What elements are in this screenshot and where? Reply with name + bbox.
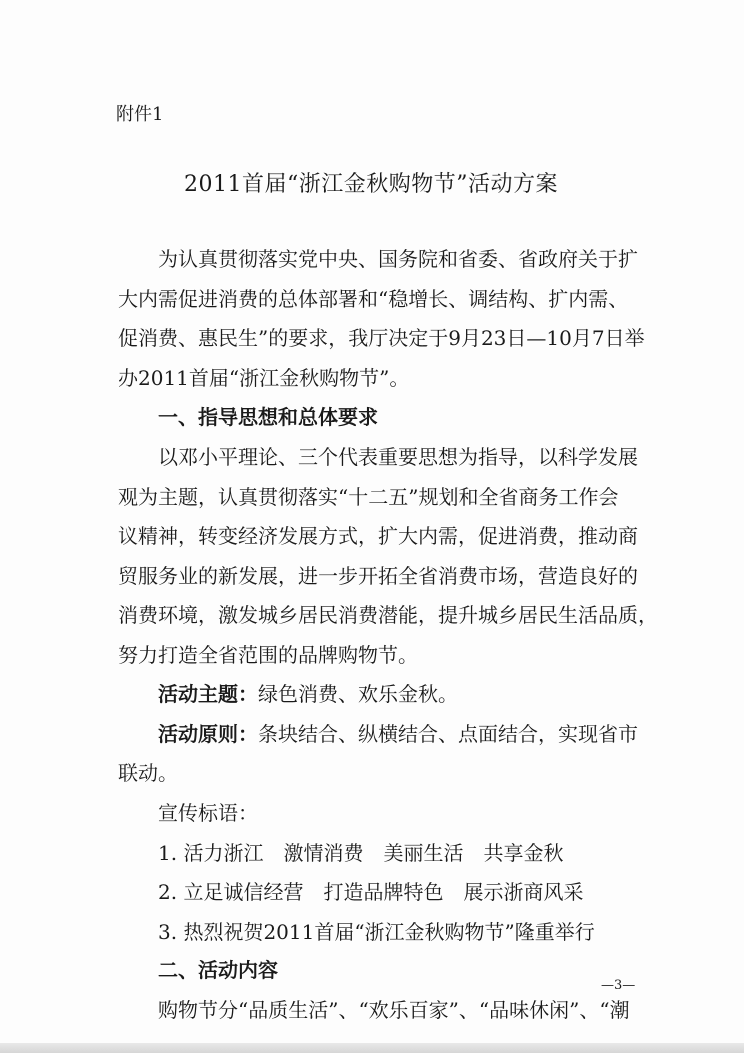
intro-line: 办2011首届“浙江金秋购物节”。 — [118, 366, 410, 390]
intro-line: 促消费、惠民生”的要求，我厅决定于9月23日—10月7日举 — [118, 326, 645, 350]
theme-label: 活动主题： — [158, 682, 258, 706]
section1-line: 观为主题，认真贯彻落实“十二五”规划和全省商务工作会 — [118, 485, 619, 509]
attachment-label: 附件1 — [116, 104, 164, 125]
principle-line — [158, 720, 638, 748]
section1-line: 贸服务业的新发展，进一步开拓全省消费市场，营造良好的 — [118, 564, 638, 588]
slogan-item: 2. 立足诚信经营 打造品牌特色 展示浙商风采 — [158, 880, 584, 904]
principle-label: 活动原则： — [158, 722, 258, 746]
intro-line: 大内需促进消费的总体部署和“稳增长、调结构、扩内需、 — [118, 287, 629, 311]
document-title: 2011首届“浙江金秋购物节”活动方案 — [184, 172, 558, 197]
intro-line: 为认真贯彻落实党中央、国务院和省委、省政府关于扩 — [158, 247, 638, 271]
principle-continuation: 联动。 — [118, 761, 178, 785]
scan-edge — [0, 1043, 744, 1053]
slogan-item: 3. 热烈祝贺2011首届“浙江金秋购物节”隆重举行 — [158, 920, 595, 944]
page-number: —3— — [601, 978, 636, 993]
section-heading: 二、活动内容 — [158, 958, 278, 982]
slogan-item: 1. 活力浙江 激情消费 美丽生活 共享金秋 — [158, 841, 564, 865]
section1-line: 议精神，转变经济发展方式，扩大内需，促进消费，推动商 — [118, 524, 638, 548]
section-heading: 一、指导思想和总体要求 — [158, 405, 378, 429]
principle-text: 条块结合、纵横结合、点面结合，实现省市 — [258, 722, 638, 746]
section2-line: 购物节分“品质生活”、“欢乐百家”、“品味休闲”、“潮 — [158, 998, 630, 1022]
theme-line — [158, 680, 458, 708]
section1-line: 以邓小平理论、三个代表重要思想为指导，以科学发展 — [158, 445, 638, 469]
section1-line: 消费环境，激发城乡居民消费潜能，提升城乡居民生活品质， — [118, 603, 658, 627]
section1-line: 努力打造全省范围的品牌购物节。 — [118, 643, 418, 667]
theme-text: 绿色消费、欢乐金秋。 — [258, 682, 458, 706]
slogan-heading: 宣传标语： — [158, 801, 258, 825]
